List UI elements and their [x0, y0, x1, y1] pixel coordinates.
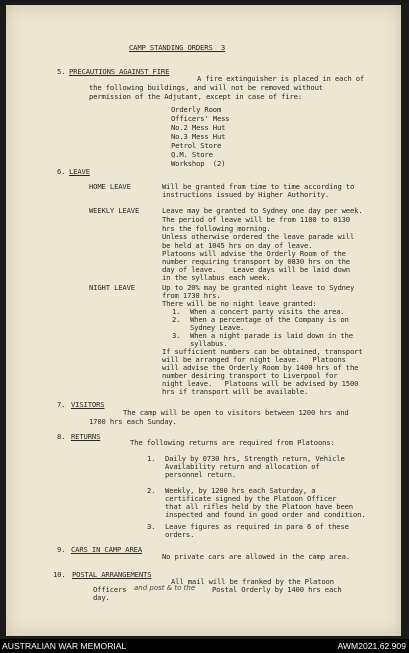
weekly-leave-line: number requiring transport by 0830 hrs on the	[162, 257, 350, 266]
section-9-heading: CARS IN CAMP AREA	[71, 545, 143, 554]
section-8-number: 8.	[57, 432, 66, 441]
night-leave-tail: will be arranged for night leave. Platoons	[162, 355, 346, 364]
night-item-line: When a percentage of the Company is on	[190, 315, 349, 324]
weekly-leave-line: in the syllabus each week.	[162, 273, 271, 282]
section-7-line: The camp will be open to visitors between 1200 hrs and	[123, 408, 349, 417]
weekly-leave-line: day of leave. Leave days will be laid down	[162, 265, 350, 274]
section-7-heading: VISITORS	[71, 400, 105, 409]
returns-item-line: certificate signed by the Platoon Officer	[165, 494, 337, 503]
night-item-line: Sydney Leave.	[190, 323, 245, 332]
home-leave-line: instructions issued by Higher Authority.	[162, 190, 330, 199]
night-leave-tail: will advise the Orderly Room by 1400 hrs of the	[162, 363, 359, 372]
returns-item-line: Availability return and allocation of	[165, 462, 320, 471]
night-leave-tail: night leave. Platoons will be advised by 1500	[162, 379, 359, 388]
building-item: Petrol Store	[171, 141, 222, 150]
night-leave-tail: number desiring transport to Liverpool for	[162, 371, 338, 380]
night-leave-tail: If sufficient numbers can be obtained, transport	[162, 347, 363, 356]
building-item: Officers' Mess	[171, 114, 230, 123]
weekly-leave-line: Leave may be granted to Sydney one day per week.	[162, 206, 363, 215]
section-10-line: day.	[93, 593, 110, 602]
weekly-leave-label: WEEKLY LEAVE	[89, 206, 140, 215]
night-item-line: When a night parade is laid down in the	[190, 331, 353, 340]
building-item: No.3 Mess Hut	[171, 132, 226, 141]
night-item-number: 2.	[172, 315, 181, 324]
section-6-heading: LEAVE	[69, 167, 90, 176]
section-10-heading: POSTAL ARRANGEMENTS	[72, 570, 152, 579]
home-leave-line: Will be granted from time to time according to	[162, 182, 355, 191]
handwritten-annotation: and post & to the	[134, 584, 196, 592]
building-item: Workshop (2)	[171, 159, 226, 168]
section-7-number: 7.	[57, 400, 66, 409]
footer-bar	[0, 639, 409, 653]
night-item-line: When a concert party visits the area.	[190, 307, 345, 316]
section-5-line: the following buildings, and will not be removed without	[89, 83, 323, 92]
returns-item-line: that all rifles held by the Platoon have been	[165, 502, 353, 511]
returns-item-number: 3.	[147, 522, 156, 531]
night-leave-label: NIGHT LEAVE	[89, 283, 135, 292]
weekly-leave-line: Platoons will advise the Orderly Room of the	[162, 249, 346, 258]
weekly-leave-line: Unless otherwise ordered the leave parade will	[162, 232, 355, 241]
section-10-number: 10.	[53, 570, 66, 579]
section-9-number: 9.	[57, 545, 66, 554]
section-5-number: 5.	[57, 67, 66, 76]
section-10-line: Officers	[93, 585, 127, 594]
section-8-heading: RETURNS	[71, 432, 101, 441]
night-item-number: 1.	[172, 307, 181, 316]
returns-item-line: orders.	[165, 530, 195, 539]
section-10-line: All mail will be franked by the Platoon	[171, 577, 334, 586]
building-item: No.2 Mess Hut	[171, 123, 226, 132]
returns-item-line: inspected and found in good order and condition.	[165, 510, 366, 519]
page-title: CAMP STANDING ORDERS 3	[129, 43, 226, 52]
returns-item-number: 2.	[147, 486, 156, 495]
section-9-line: No private cars are allowed in the camp area.	[162, 552, 350, 561]
weekly-leave-line: hrs the following morning.	[162, 224, 271, 233]
section-6-number: 6.	[57, 167, 66, 176]
night-item-number: 3.	[172, 331, 181, 340]
night-item-line: syllabus.	[190, 339, 228, 348]
section-5-line: permission of the Adjutant, except in case of fire:	[89, 92, 303, 101]
section-8-intro: The following returns are required from Platoons:	[130, 438, 335, 447]
home-leave-label: HOME LEAVE	[89, 182, 131, 191]
building-item: Q.M. Store	[171, 150, 213, 159]
returns-item-line: Weekly, by 1200 hrs each Saturday, a	[165, 486, 316, 495]
night-leave-line: There will be no night leave granted:	[162, 299, 317, 308]
weekly-leave-line: be held at 1045 hrs on day of leave.	[162, 241, 313, 250]
returns-item-line: Daily by 0730 hrs, Strength return, Vehicle	[165, 454, 345, 463]
footer-accession-number: AWM2021.62.909	[337, 641, 406, 651]
weekly-leave-line: The period of leave will be from 1100 to 0130	[162, 215, 350, 224]
returns-item-number: 1.	[147, 454, 156, 463]
section-10-line: Postal Orderly by 1400 hrs each	[212, 585, 342, 594]
footer-source-label: AUSTRALIAN WAR MEMORIAL	[2, 641, 127, 651]
section-5-heading: PRECAUTIONS AGAINST FIRE	[69, 67, 170, 76]
night-leave-line: from 1730 hrs.	[162, 291, 221, 300]
building-item: Orderly Room	[171, 105, 222, 114]
returns-item-line: personnel return.	[165, 470, 237, 479]
section-5-line: A fire extinguisher is placed in each of	[197, 74, 365, 83]
returns-item-line: Leave figures as required in para 6 of these	[165, 522, 349, 531]
night-leave-line: Up to 20% may be granted night leave to Sydney	[162, 283, 355, 292]
section-7-line: 1700 hrs each Sunday.	[89, 417, 177, 426]
night-leave-tail: hrs if transport will be available.	[162, 387, 309, 396]
